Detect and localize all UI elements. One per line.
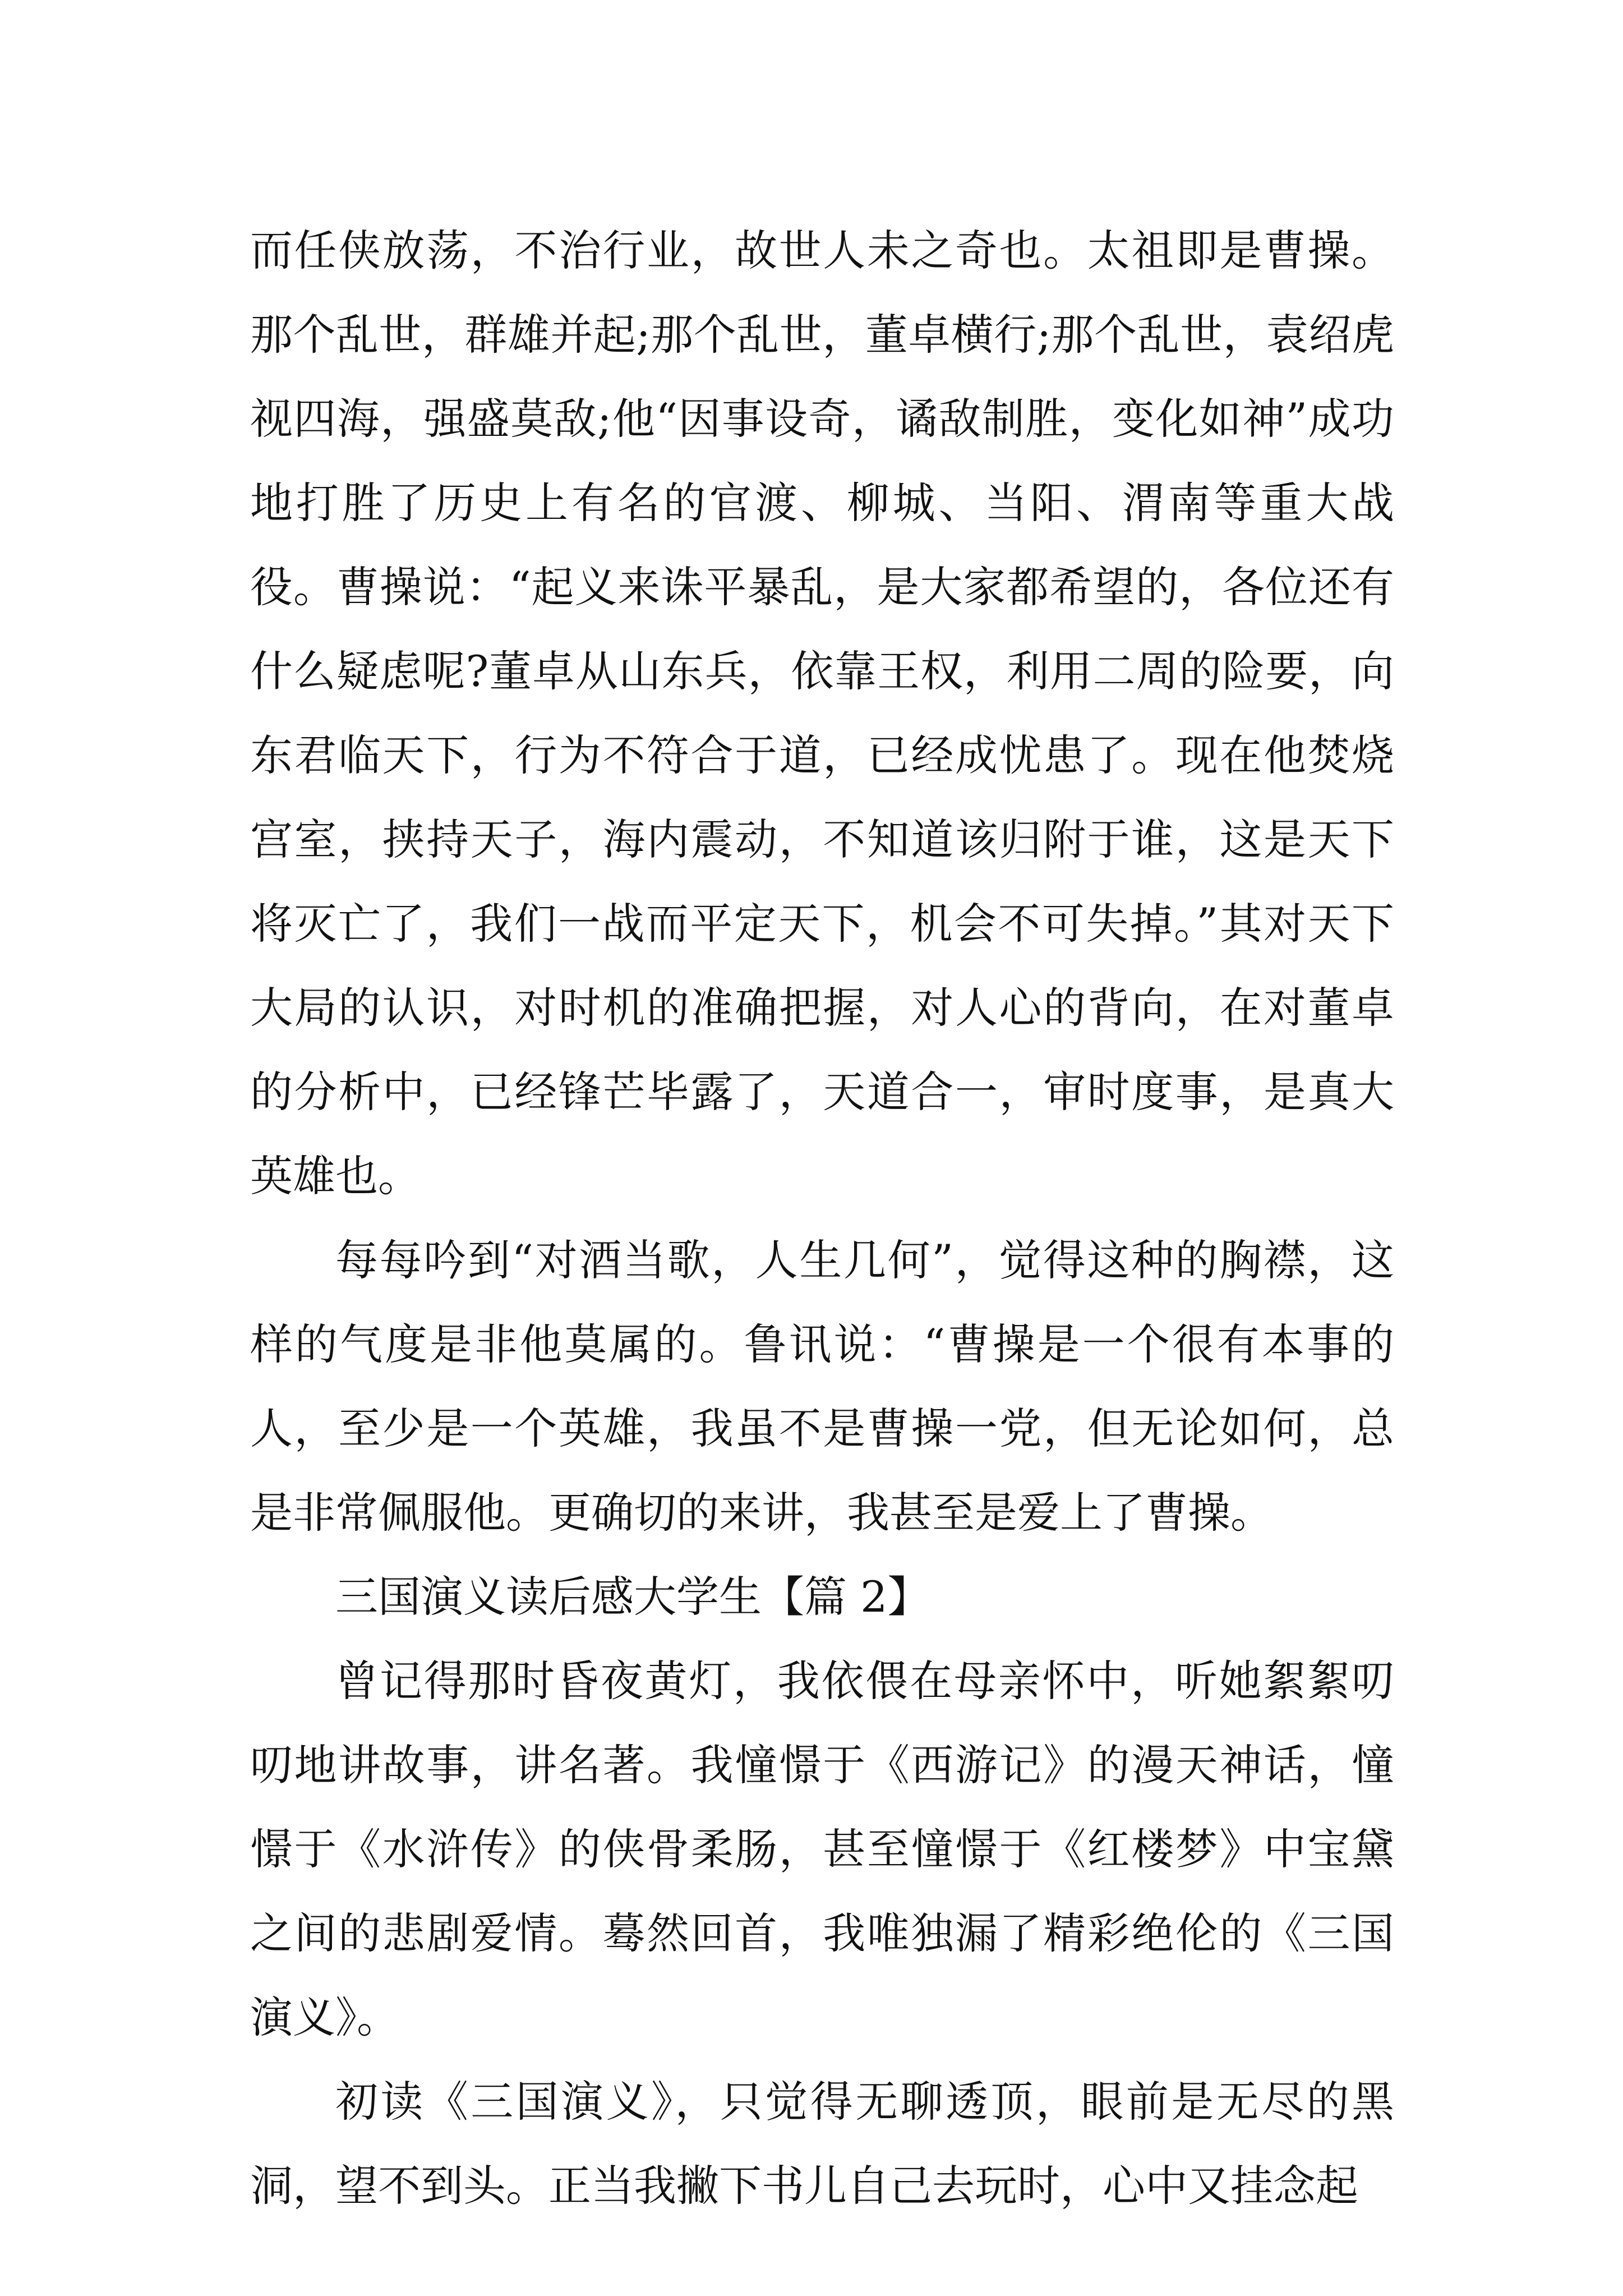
paragraph-drinking-song: 每每吟到“对酒当歌，人生几何”，觉得这种的胸襟，这样的气度是非他莫属的。鲁讯说：“曹操是一个很有本事的人，至少是一个英雄，我虽不是曹操一党，但无论如何，总是非常佩服他。更确切的来讲，我甚至是爱上了曹操。 (250, 1235, 1394, 1538)
paragraph-childhood-memory: 曾记得那时昏夜黄灯，我依偎在母亲怀中，听她絮絮叨叨地讲故事，讲名著。我憧憬于《西游记》的漫天神话，憧憬于《水浒传》的侠骨柔肠，甚至憧憬于《红楼梦》中宝黛之间的悲剧爱情。蓦然回首，我唯独漏了精彩绝伦的《三国演义》。 (250, 1656, 1394, 2042)
paragraph-cao-cao-hero: 而任侠放荡，不治行业，故世人未之奇也。太祖即是曹操。那个乱世，群雄并起;那个乱世，董卓横行;那个乱世，袁绍虎视四海，强盛莫敌;他“因事设奇，谲敌制胜，变化如神”成功地打胜了历史上有名的官渡、柳城、当阳、渭南等重大战役。曹操说：“起义来诛平暴乱，是大家都希望的，各位还有什么疑虑呢?董卓从山东兵，依靠王权，利用二周的险要，向东君临天下，行为不符合于道，已经成忧患了。现在他焚烧宫室，挟持天子，海内震动，不知道该归附于谁，这是天下将灭亡了，我们一战而平定天下，机会不可失掉。”其对天下大局的认识，对时机的准确把握，对人心的背向，在对董卓的分析中，已经锋芒毕露了，天道合一，审时度事，是真大英雄也。 (250, 226, 1394, 1201)
section-heading-part-2: 三国演义读后感大学生【篇 2】 (335, 1572, 930, 1622)
paragraph-first-reading: 初读《三国演义》，只觉得无聊透顶，眼前是无尽的黑洞，望不到头。正当我撇下书儿自己去玩时，心中又挂念起 (250, 2077, 1394, 2211)
body-text (250, 209, 1394, 2228)
